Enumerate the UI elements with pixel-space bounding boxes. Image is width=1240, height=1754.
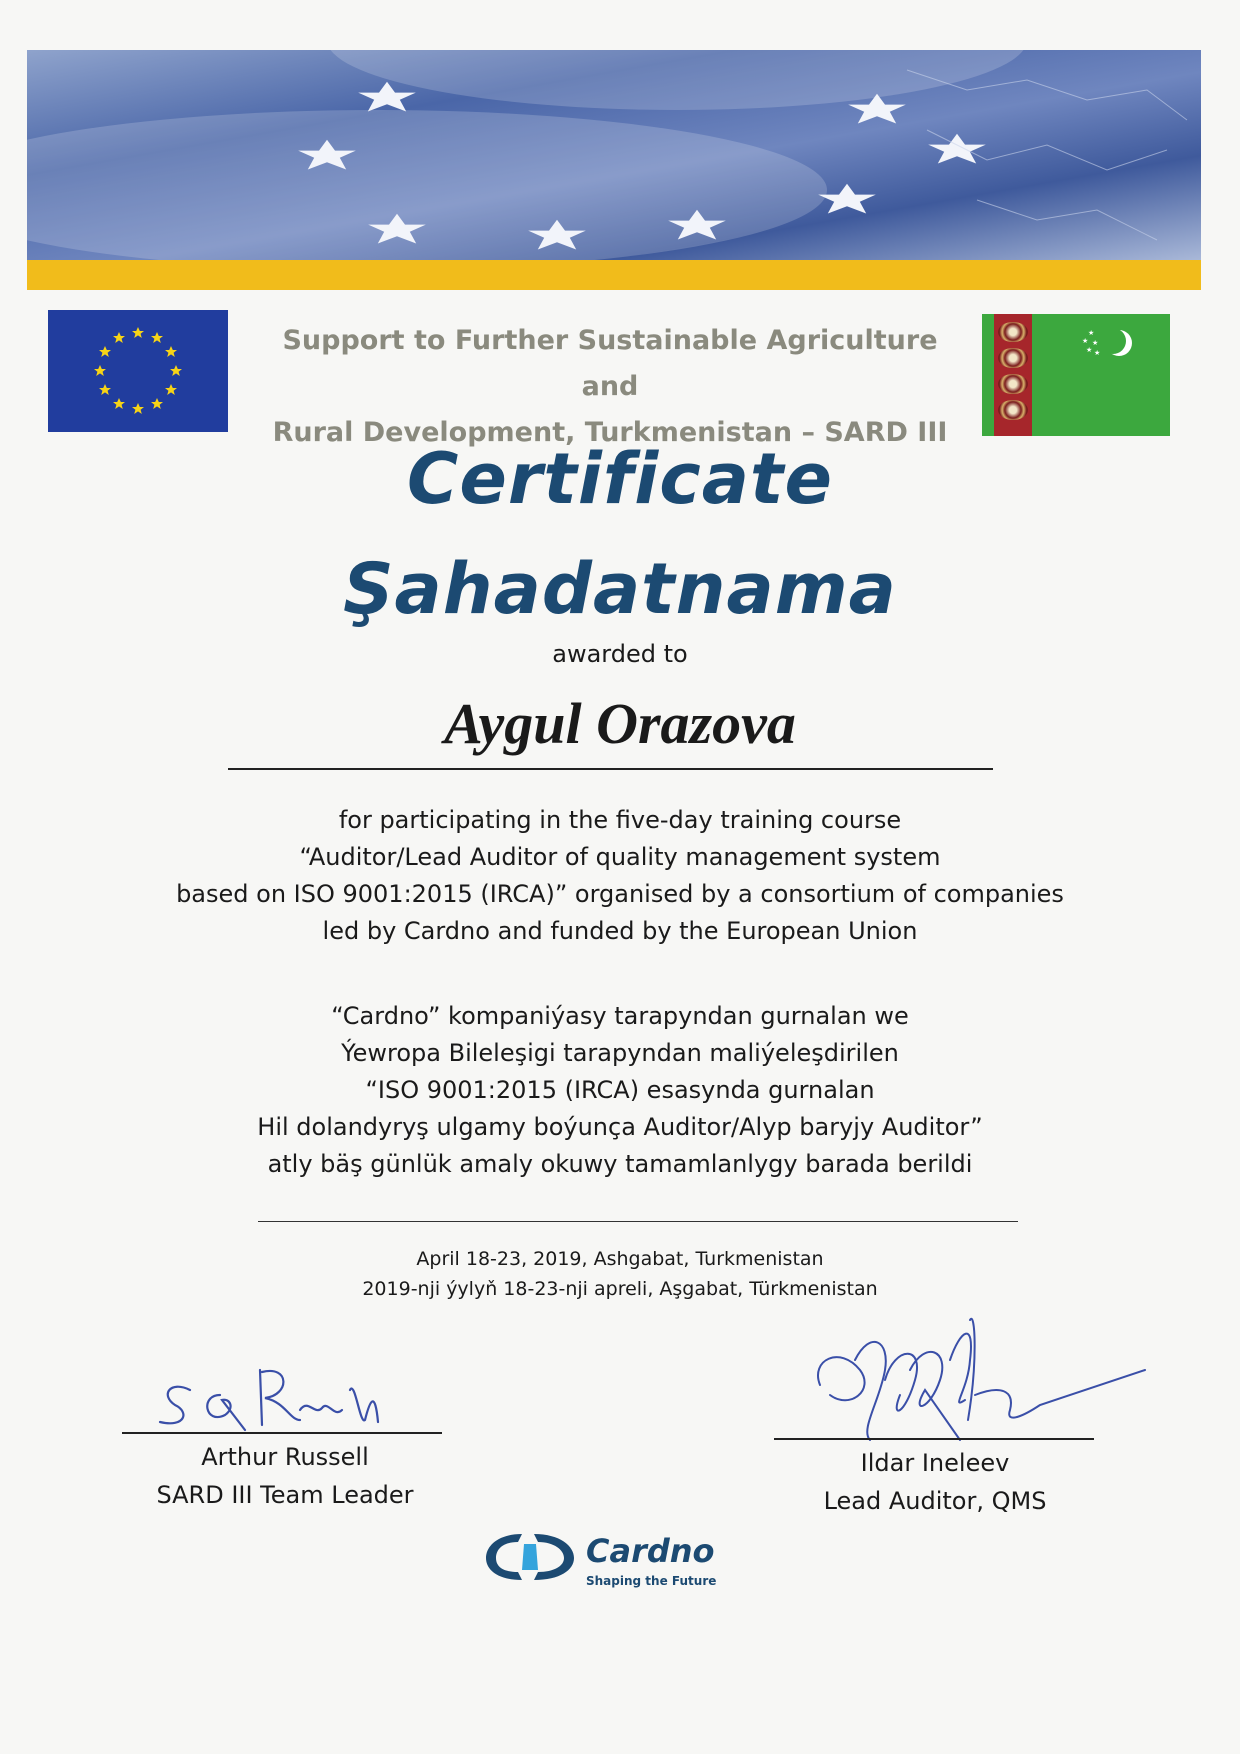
signature-line-left [122, 1432, 442, 1434]
date-turkmen: 2019-nji ýylyň 18-23-nji apreli, Aşgabat, Türkmenistan [362, 1278, 878, 1300]
cardno-logo-icon [480, 1526, 580, 1586]
description-turkmen [0, 998, 1240, 1183]
description-line: Ýewropa Bileleşigi tarapyndan maliýeleşdirilen [341, 1039, 899, 1067]
turkmenistan-flag-icon [982, 314, 1170, 436]
flag-star-icon: ★ [1094, 349, 1101, 357]
certificate-title-turkmen: Şahadatnama [343, 548, 897, 630]
flag-gul-1 [998, 322, 1028, 342]
banner-yellow-stripe [27, 260, 1201, 290]
flag-crescent-icon [1100, 328, 1126, 354]
certificate-title: Certificate [407, 438, 833, 520]
date-english: April 18-23, 2019, Ashgabat, Turkmenistan [416, 1248, 824, 1270]
signatory-right-name: Ildar Ineleev [860, 1449, 1010, 1477]
flag-star-icon: ★ [1092, 339, 1099, 347]
description-line: for participating in the five-day training course [338, 806, 902, 834]
recipient-underline [228, 768, 993, 770]
flag-gul-2 [998, 348, 1028, 368]
cardno-logo [480, 1526, 740, 1596]
description-english [0, 802, 1240, 950]
recipient-name: Aygul Orazova [444, 691, 796, 756]
header-banner [27, 50, 1201, 260]
description-line: Hil dolandyryş ulgamy boýunça Auditor/Alyp baryjy Auditor” [257, 1113, 983, 1141]
signature-right [800, 1300, 1160, 1450]
signatory-left-name: Arthur Russell [201, 1443, 369, 1471]
signature-line-right [774, 1438, 1094, 1440]
signatory-left [120, 1438, 450, 1514]
divider-line [258, 1221, 1018, 1222]
description-line: based on ISO 9001:2015 (IRCA)” organised by a consortium of companies [176, 880, 1064, 908]
flag-star-icon: ★ [1088, 329, 1095, 337]
banner-stars [27, 50, 1201, 260]
flag-gul-3 [998, 374, 1028, 394]
description-line: “ISO 9001:2015 (IRCA) esasynda gurnalan [365, 1076, 875, 1104]
flag-gul-4 [998, 400, 1028, 420]
signatory-right [780, 1444, 1090, 1520]
description-line: atly bäş günlük amaly okuwy tamamlanlygy barada berildi [267, 1150, 973, 1178]
signatory-right-role: Lead Auditor, QMS [823, 1487, 1047, 1515]
project-title [250, 318, 970, 456]
cardno-logo-text: Cardno [586, 1532, 715, 1570]
flag-star-icon: ★ [1082, 337, 1089, 345]
event-dates [0, 1244, 1240, 1304]
cardno-tagline: Shaping the Future [586, 1574, 717, 1588]
eu-stars [48, 310, 228, 432]
awarded-to-label: awarded to [552, 640, 688, 668]
project-title-line1: Support to Further Sustainable Agriculture and [282, 325, 938, 402]
description-line: “Auditor/Lead Auditor of quality management system [299, 843, 941, 871]
signatory-left-role: SARD III Team Leader [156, 1481, 414, 1509]
flag-star-icon: ★ [1086, 346, 1093, 354]
project-title-line2: Rural Development, Turkmenistan – SARD III [272, 417, 948, 448]
eu-flag-icon [48, 310, 228, 432]
signature-left [150, 1350, 410, 1440]
description-line: led by Cardno and funded by the European Union [322, 917, 918, 945]
description-line: “Cardno” kompaniýasy tarapyndan gurnalan we [331, 1002, 909, 1030]
